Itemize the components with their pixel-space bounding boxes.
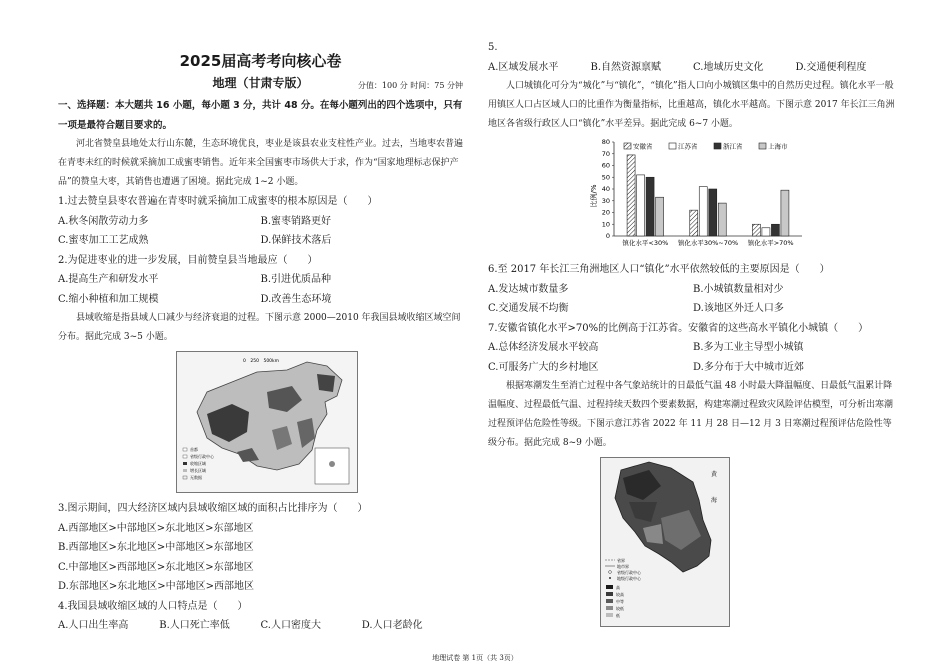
- map2-level-1: 较高: [616, 592, 624, 597]
- q6-option-d: D.该地区外迁人口多: [693, 303, 784, 314]
- map1-legend-nodata: 无数据: [190, 475, 202, 480]
- map2-legend-line-1: 地市界: [617, 564, 629, 569]
- chart-legend-swatch: [624, 143, 631, 149]
- q6-option-b: B.小城镇数量相对少: [693, 283, 784, 295]
- map2-level-0: 高: [616, 585, 620, 590]
- chart-bar: [718, 203, 726, 236]
- map2-level-2: 中等: [616, 599, 624, 604]
- question-6-stem: 6.至 2017 年长江三角洲地区人口“镇化”水平依然较低的主要原因是（ ）: [488, 264, 830, 275]
- chart-bar: [699, 187, 707, 236]
- bar-chart-svg: [588, 136, 810, 256]
- chart-x-label: 镇化水平>70%: [747, 239, 794, 247]
- map2-sea-1: 黄: [711, 471, 718, 478]
- score-time: 分值：100 分 时间：75 分钟: [357, 81, 463, 90]
- q5-option-d: D.交通便利程度: [795, 61, 867, 73]
- q2-option-d: D.改善生态环境: [260, 293, 332, 305]
- chart-bar: [627, 155, 635, 236]
- chart-legend-label: 江苏省: [678, 142, 698, 151]
- map2-legend-line-3: 地级行政中心: [617, 576, 641, 581]
- map1-legend-shrink: 收缩区域: [190, 461, 206, 466]
- passage-1: 河北省赞皇县地处太行山东麓，生态环境优良，枣业是该县农业支柱性产业。过去，当地枣农普遍在青枣未红的时候就采摘加工成蜜枣销售。近年来全国蜜枣市场供大于求，作为“国家地理标志保护产品”的赞皇大枣，其销售也遭遇了困境。据此完成 1~2 小题。: [58, 139, 464, 187]
- q4-option-a: A.人口出生率高: [58, 620, 129, 631]
- chart-bar: [690, 210, 698, 236]
- q4-option-c: C.人口密度大: [260, 620, 321, 631]
- page-footer: 地理试卷 第 1页（共 3页）: [432, 654, 518, 662]
- chart-legend-swatch: [669, 143, 676, 149]
- chart-bar: [771, 224, 779, 236]
- left-column: [58, 38, 463, 636]
- q3-option-c: C.中部地区>西部地区>东北地区>东部地区: [58, 561, 254, 573]
- chart-legend-label: 安徽省: [633, 142, 653, 151]
- q1-option-c: C.蜜枣加工工艺成熟: [58, 235, 149, 246]
- urbanization-chart: [588, 136, 810, 256]
- chart-bar: [709, 189, 717, 236]
- question-5-stem: 5.: [488, 42, 498, 53]
- question-3-stem: 3.图示期间，四大经济区域内县域收缩区域的面积占比排序为（ ）: [58, 503, 368, 514]
- chart-bar: [637, 175, 645, 236]
- right-column: [488, 38, 898, 627]
- q2-option-c: C.缩小种植和加工规模: [58, 293, 159, 305]
- map2-legend-line-2: 省级行政中心: [617, 570, 641, 575]
- q3-option-b: B.西部地区>东北地区>中部地区>东部地区: [58, 542, 254, 553]
- chart-ylabel: 比例/%: [590, 184, 598, 208]
- chart-y-tick-label: 40: [601, 185, 610, 194]
- question-7: [488, 319, 898, 378]
- q7-option-d: D.多分布于大中城市近郊: [693, 361, 804, 373]
- q2-option-b: B.引进优质品种: [260, 274, 332, 285]
- chart-bar: [762, 228, 770, 236]
- chart-bar: [656, 197, 664, 236]
- china-shrinkage-map: [176, 351, 358, 493]
- q5-option-c: C.地域历史文化: [693, 61, 764, 73]
- chart-bar: [781, 190, 789, 236]
- q7-option-c: C.可服务广大的乡村地区: [488, 361, 599, 373]
- chart-y-tick-label: 70: [601, 149, 610, 158]
- chart-x-label: 镇化水平30%~70%: [677, 239, 739, 247]
- section-heading: 一、选择题：本大题共 16 小题，每小题 3 分，共计 48 分。在每小题列出的四个选项中，只有一项是最符合题目要求的。: [58, 100, 463, 131]
- exam-title: 2025届高考考向核心卷: [179, 52, 342, 70]
- question-3: [58, 499, 463, 597]
- map1-legend-capital: 首都: [190, 447, 198, 452]
- map2-legend-line-0: 省界: [617, 558, 625, 563]
- question-4: [58, 597, 463, 636]
- map1-legend-provincial: 省级行政中心: [190, 454, 214, 459]
- exam-subtitle: 地理（甘肃专版）: [212, 76, 309, 90]
- q4-option-d: D.人口老龄化: [361, 620, 423, 631]
- chart-y-tick-label: 0: [605, 232, 610, 241]
- q2-option-a: A.提高生产和研发水平: [58, 274, 159, 285]
- passage-4: 根据寒潮发生至消亡过程中各气象站统计的日最低气温 48 小时最大降温幅度、日最低气温累计降温幅度、过程最低气温、过程持续天数四个要素数据，构建寒潮过程致灾风险评估模型，可分析出寒潮过程预评估危险性等级。下图示意江苏省 2022 年 11 月 28 日—12 月 3 日寒潮过程预评估危险性等级分布。据此完成 8~9 小题。: [488, 381, 894, 448]
- q1-option-d: D.保鲜技术落后: [260, 235, 332, 246]
- map2-level-3: 较低: [616, 606, 624, 611]
- passage-2: 县域收缩是指县域人口减少与经济衰退的过程。下图示意 2000—2010 年我国县域收缩区域空间分布。据此完成 3~5 小题。: [58, 313, 461, 342]
- chart-bar: [752, 224, 760, 236]
- q1-option-b: B.蜜枣销路更好: [260, 215, 332, 227]
- q5-option-b: B.自然资源禀赋: [590, 61, 662, 73]
- chart-x-label: 镇化水平<30%: [622, 239, 669, 247]
- chart-y-tick-label: 30: [601, 196, 610, 205]
- chart-legend-swatch: [714, 143, 721, 149]
- q7-option-a: A.总体经济发展水平较高: [488, 342, 599, 353]
- passage-3: 人口城镇化可分为“城化”与“镇化”，“镇化”指人口向小城镇区集中的自然历史过程。镇化水平一般用镇区人口占区域人口的比重作为衡量指标，比重越高，镇化水平越高。下图示意 2017 年长江三角洲地区各省级行政区人口“镇化”水平差异。据此完成 6~7 小题。: [488, 81, 895, 129]
- q6-option-c: C.交通发展不均衡: [488, 303, 569, 314]
- q7-option-b: B.多为工业主导型小城镇: [693, 342, 804, 353]
- question-7-stem: 7.安徽省镇化水平>70%的比例高于江苏省。安徽省的这些高水平镇化小城镇（ ）: [488, 322, 869, 334]
- q6-option-a: A.发达城市数量多: [488, 283, 569, 295]
- jiangsu-coldwave-map: [600, 457, 730, 627]
- q5-option-a: A.区域发展水平: [488, 61, 559, 73]
- map1-scale: 0 250 500km: [243, 359, 280, 364]
- chart-legend-label: 浙江省: [723, 142, 743, 151]
- china-map-graphic: [177, 352, 357, 492]
- question-2-stem: 2.为促进枣业的进一步发展，目前赞皇县当地最应（ ）: [58, 254, 318, 266]
- q3-option-d: D.东部地区>东北地区>中部地区>西部地区: [58, 581, 254, 592]
- chart-y-tick-label: 10: [601, 220, 610, 229]
- chart-y-tick-label: 60: [601, 161, 610, 170]
- map1-legend-growth: 增长区域: [190, 468, 206, 473]
- q3-option-a: A.西部地区>中部地区>东北地区>东部地区: [58, 522, 254, 534]
- question-1: [58, 192, 463, 251]
- map2-level-4: 低: [616, 613, 620, 618]
- question-1-stem: 1.过去赞皇县枣农普遍在青枣时就采摘加工成蜜枣的根本原因是（ ）: [58, 196, 378, 207]
- q1-option-a: A.秋冬闲散劳动力多: [58, 215, 149, 227]
- chart-legend-swatch: [759, 143, 766, 149]
- chart-bar: [646, 177, 654, 236]
- question-4-stem: 4.我国县域收缩区域的人口特点是（ ）: [58, 600, 248, 612]
- chart-y-tick-label: 80: [601, 138, 610, 147]
- chart-y-tick-label: 50: [601, 173, 610, 182]
- map2-sea-2: 海: [711, 497, 718, 504]
- question-5: [488, 38, 898, 77]
- question-6: [488, 260, 898, 319]
- chart-legend-label: 上海市: [768, 142, 788, 151]
- subtitle-row: [58, 74, 463, 96]
- jiangsu-map-graphic: [601, 458, 729, 626]
- chart-y-tick-label: 20: [601, 208, 610, 217]
- question-2: [58, 251, 463, 310]
- q4-option-b: B.人口死亡率低: [159, 620, 230, 631]
